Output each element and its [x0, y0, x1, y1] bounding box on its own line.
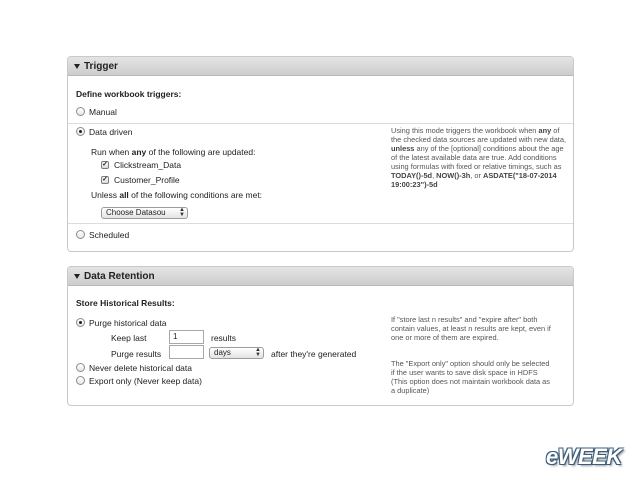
retention-help-2: The "Export only" option should only be selected if the user wants to save disk space in HDFS (This option does not maintain workbook data as a duplicate) — [391, 359, 550, 395]
define-triggers-label: Define workbook triggers: — [76, 89, 182, 99]
keep-last-input[interactable]: 1 — [169, 330, 204, 344]
data-driven-label[interactable]: Data driven — [89, 127, 133, 137]
trigger-help-text: Using this mode triggers the workbook when any of the checked data sources are updated with new data, unless any of the [optional] conditions about the age of the latest available data are true. Add conditions using formulas with fixed or relative timings, such as TODAY()-5d, NOW()-3h, or ASDATE("18-07-2014 19:00:23")-5d — [391, 126, 567, 189]
keep-last-label: Keep last — [111, 333, 147, 343]
clickstream-checkbox[interactable]: ✓ — [102, 161, 108, 168]
purge-results-input[interactable] — [169, 345, 204, 359]
unless-text: Unless all of the following conditions are met: — [91, 190, 263, 200]
purge-results-label: Purge results — [111, 349, 162, 359]
scheduled-radio[interactable] — [76, 230, 85, 239]
manual-label[interactable]: Manual — [89, 107, 117, 117]
trigger-title: Trigger — [84, 60, 118, 72]
manual-radio[interactable] — [76, 107, 85, 116]
purge-label[interactable]: Purge historical data — [89, 318, 167, 328]
store-results-label: Store Historical Results: — [76, 298, 175, 308]
scheduled-label[interactable]: Scheduled — [89, 230, 130, 240]
collapse-triangle-icon[interactable] — [74, 64, 80, 69]
trigger-panel — [67, 56, 574, 252]
divider — [68, 223, 573, 224]
unit-select[interactable]: days ▲ ▼ — [209, 347, 264, 359]
retention-header[interactable] — [68, 267, 573, 286]
trigger-header[interactable] — [68, 57, 573, 76]
retention-title: Data Retention — [84, 270, 155, 282]
retention-panel — [67, 266, 574, 406]
never-delete-radio[interactable] — [76, 363, 85, 372]
choose-datasource-select[interactable]: Choose Datasou ▲ ▼ — [101, 207, 188, 219]
select-arrows-icon: ▲ ▼ — [179, 207, 185, 218]
run-when-text: Run when any of the following are updated: — [91, 147, 256, 157]
export-only-label[interactable]: Export only (Never keep data) — [89, 376, 202, 386]
divider — [68, 123, 573, 124]
customer-profile-checkbox[interactable]: ✓ — [102, 176, 108, 183]
select-arrows-icon: ▲ ▼ — [255, 347, 261, 358]
purge-radio[interactable] — [76, 318, 85, 327]
customer-profile-label[interactable]: Customer_Profile — [114, 175, 180, 185]
clickstream-label[interactable]: Clickstream_Data — [114, 160, 182, 170]
after-generated-label: after they're generated — [271, 349, 357, 359]
eweek-logo: eWEEK — [546, 444, 622, 469]
data-driven-radio[interactable] — [76, 127, 85, 136]
results-label: results — [211, 333, 237, 343]
collapse-triangle-icon[interactable] — [74, 274, 80, 279]
retention-help-1: If "store last n results" and "expire after" both contain values, at least n results are kept, even if one or more of them are expired. — [391, 315, 551, 342]
never-delete-label[interactable]: Never delete historical data — [89, 363, 193, 373]
export-only-radio[interactable] — [76, 376, 85, 385]
